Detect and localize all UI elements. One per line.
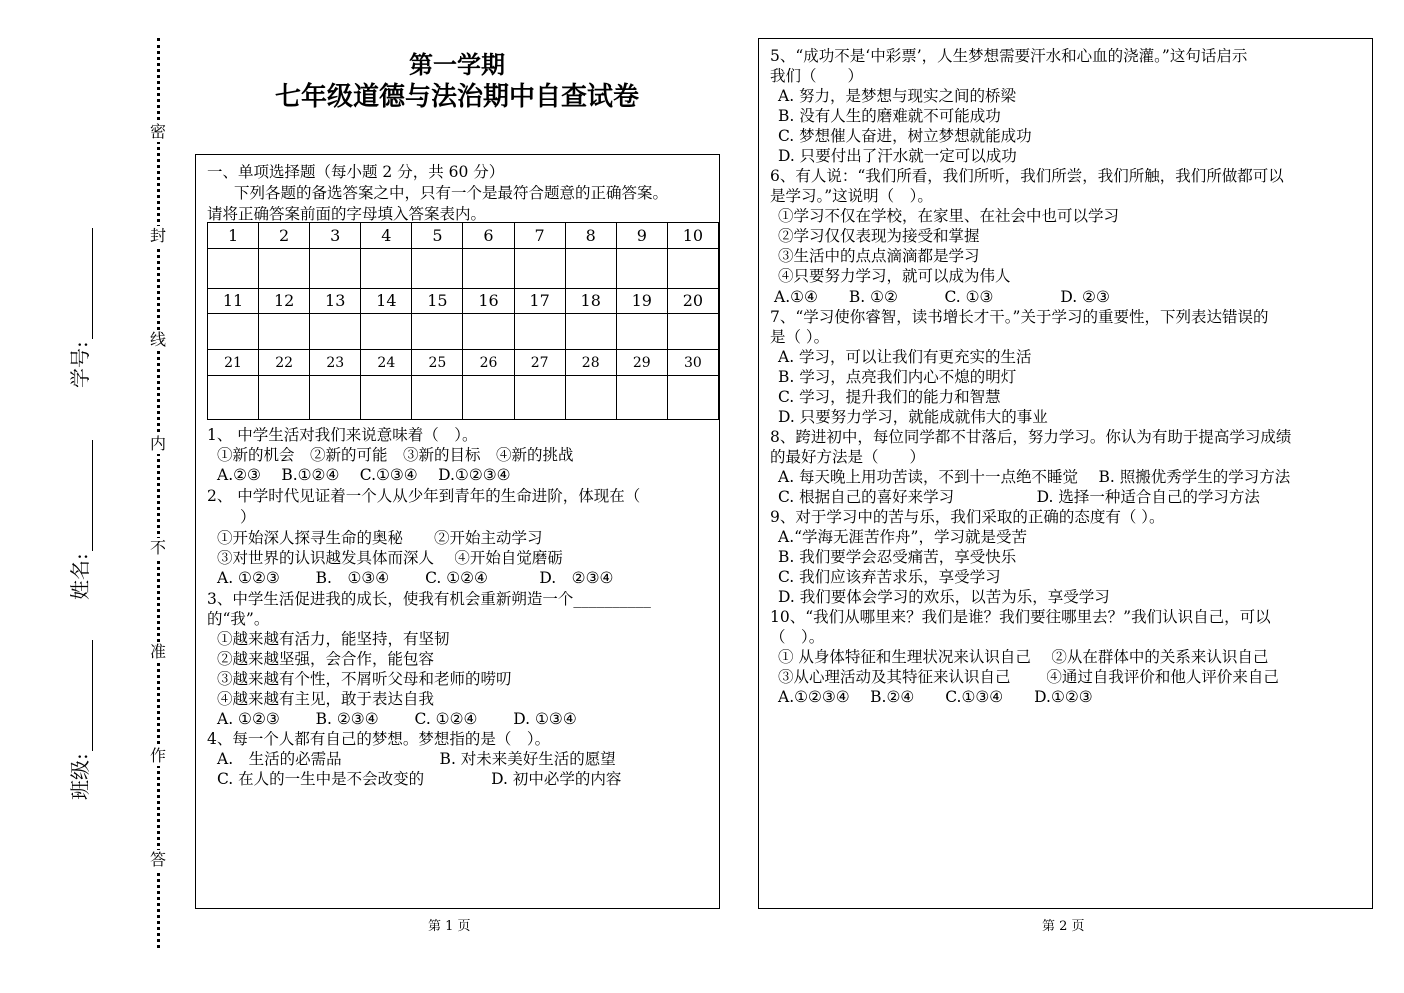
student-name-label: 姓名: (68, 553, 92, 600)
answer-cell[interactable] (412, 248, 463, 288)
section-instruction: 请将正确答案前面的字母填入答案表内。 (207, 205, 487, 223)
question-option: D. 只要努力学习，就能成就伟大的事业 (778, 408, 1048, 426)
question-option: C. 学习，提升我们的能力和智慧 (778, 388, 1001, 406)
grid-number: 14 (361, 288, 412, 314)
question-option: A.“学海无涯苦作舟”，学习就是受苦 (778, 528, 1027, 546)
answer-cell[interactable] (412, 314, 463, 350)
question-option: ④越来越有主见，敢于表达自我 (217, 690, 435, 708)
question-option: A. 学习，可以让我们有更充实的生活 (778, 348, 1032, 366)
answer-cell[interactable] (565, 314, 616, 350)
grid-number: 29 (616, 350, 667, 376)
answer-cell[interactable] (310, 248, 361, 288)
seal-char: 密 (149, 122, 166, 141)
grid-number: 27 (514, 350, 565, 376)
grid-number: 9 (616, 223, 667, 249)
seal-char: 线 (149, 330, 166, 349)
answer-cell[interactable] (616, 375, 667, 419)
question-option: C. 我们应该弃苦求乐，享受学习 (778, 568, 1001, 586)
page-number: 第 2 页 (1042, 919, 1085, 934)
answer-cell[interactable] (463, 375, 514, 419)
answer-cell[interactable] (514, 314, 565, 350)
question-text: 是（ ）。 (770, 328, 830, 346)
student-name-field[interactable] (60, 440, 120, 600)
answer-cell[interactable] (208, 248, 259, 288)
grid-number: 16 (463, 288, 514, 314)
question-option: ③对世界的认识越发具体而深人 ④开始自觉磨砺 (217, 549, 563, 567)
answer-cell[interactable] (616, 248, 667, 288)
answer-cell[interactable] (565, 375, 616, 419)
answer-cell[interactable] (412, 375, 463, 419)
answer-cell[interactable] (310, 375, 361, 419)
grid-number: 4 (361, 223, 412, 249)
grid-number: 26 (463, 350, 514, 376)
question-text: 10、“我们从哪里来？我们是谁？我们要往哪里去？”我们认识自己，可以 (770, 608, 1271, 626)
grid-number: 22 (259, 350, 310, 376)
grid-number: 30 (667, 350, 718, 376)
grid-number: 25 (412, 350, 463, 376)
grid-number: 6 (463, 223, 514, 249)
question-option: ②学习仅仅表现为接受和掌握 (778, 227, 980, 245)
grid-number: 13 (310, 288, 361, 314)
grid-number: 18 (565, 288, 616, 314)
question-text: 1、 中学生活对我们来说意味着（ ）。 (207, 426, 478, 444)
question-option: B. 学习，点亮我们内心不熄的明灯 (778, 368, 1017, 386)
question-text: 是学习。”这说明（ ）。 (770, 187, 933, 205)
grid-number: 28 (565, 350, 616, 376)
question-text: 2、 中学时代见证着一个人从少年到青年的生命进阶，体现在（ (207, 487, 641, 505)
question-option: ①新的机会 ②新的可能 ③新的目标 ④新的挑战 (217, 446, 574, 464)
answer-cell[interactable] (463, 314, 514, 350)
question-option: ④只要努力学习，就可以成为伟人 (778, 267, 1011, 285)
question-option: ②越来越坚强，会合作，能包容 (217, 650, 435, 668)
answer-cell[interactable] (361, 314, 412, 350)
question-choices: A. 生活的必需品 B. 对未来美好生活的愿望 (217, 750, 616, 768)
question-option: ①越来越有活力，能坚持，有坚韧 (217, 630, 450, 648)
page-number: 第 1 页 (428, 919, 471, 934)
question-option: D. 只要付出了汗水就一定可以成功 (778, 147, 1017, 165)
question-choices: A.②③ B.①②④ C.①③④ D.①②③④ (217, 466, 511, 484)
question-option: C. 梦想催人奋进，树立梦想就能成功 (778, 127, 1032, 145)
question-text: 7、“学习使你睿智，读书增长才干。”关于学习的重要性，下列表达错误的 (770, 308, 1269, 326)
grid-number: 17 (514, 288, 565, 314)
question-text: 9、对于学习中的苦与乐，我们采取的正确的态度有（ ）。 (770, 508, 1165, 526)
grid-number: 1 (208, 223, 259, 249)
answer-cell[interactable] (310, 314, 361, 350)
answer-cell[interactable] (514, 375, 565, 419)
seal-char: 不 (149, 538, 166, 557)
grid-number: 11 (208, 288, 259, 314)
question-choices: A. ①②③ B. ②③④ C. ①②④ D. ①③④ (217, 710, 577, 728)
question-option: ③生活中的点点滴滴都是学习 (778, 247, 980, 265)
section-instruction: 下列各题的备选答案之中，只有一个是最符合题意的正确答案。 (234, 184, 669, 202)
answer-cell[interactable] (463, 248, 514, 288)
question-choices: A.①②③④ B.②④ C.①③④ D.①②③ (778, 688, 1093, 706)
question-text: 我们（ ） (770, 67, 864, 85)
answer-cell[interactable] (616, 314, 667, 350)
question-option: B. 没有人生的磨难就不可能成功 (778, 107, 1001, 125)
grid-number: 15 (412, 288, 463, 314)
question-text: 5、“成功不是‘中彩票’，人生梦想需要汗水和心血的浇灌。”这句话启示 (770, 47, 1248, 65)
answer-cell[interactable] (514, 248, 565, 288)
question-choices: A.①④ B. ①② C. ①③ D. ②③ (774, 288, 1110, 306)
seal-char: 内 (149, 434, 166, 453)
question-choices: C. 在人的一生中是不会改变的 D. 初中必学的内容 (217, 770, 622, 788)
section-heading: 一、单项选择题（每小题 2 分，共 60 分） (207, 163, 505, 181)
answer-cell[interactable] (667, 314, 718, 350)
answer-cell[interactable] (259, 248, 310, 288)
question-option: ③越来越有个性，不屑听父母和老师的唠叨 (217, 670, 512, 688)
question-choices: A. 每天晚上用功苦读，不到十一点绝不睡觉 B. 照搬优秀学生的学习方法 (778, 468, 1291, 486)
question-option: ①开始深人探寻生命的奥秘 ②开始主动学习 (217, 529, 543, 547)
question-text: 的最好方法是（ ） (770, 448, 926, 466)
student-class-label: 班级: (68, 753, 92, 800)
student-name-underline[interactable] (68, 440, 93, 551)
answer-cell[interactable] (667, 248, 718, 288)
grid-number: 19 (616, 288, 667, 314)
answer-cell[interactable] (259, 375, 310, 419)
grid-number: 8 (565, 223, 616, 249)
grid-number: 7 (514, 223, 565, 249)
question-option: ③从心理活动及其特征来认识自己 ④通过自我评价和他人评价来自己 (778, 668, 1279, 686)
seal-char: 准 (149, 642, 166, 661)
answer-cell[interactable] (208, 375, 259, 419)
answer-grid (207, 222, 719, 420)
exam-title: 七年级道德与法治期中自查试卷 (274, 82, 639, 112)
student-id-underline[interactable] (68, 228, 93, 339)
seal-char: 封 (149, 226, 166, 245)
answer-cell[interactable] (208, 314, 259, 350)
question-text: 的“我”。 (207, 610, 270, 628)
question-text: ） (240, 508, 256, 526)
question-text: 8、跨进初中，每位同学都不甘落后，努力学习。你认为有助于提高学习成绩 (770, 428, 1292, 446)
question-option: ① 从身体特征和生理状况来认识自己 ②从在群体中的关系来认识自己 (778, 648, 1269, 666)
answer-cell[interactable] (259, 314, 310, 350)
grid-number: 5 (412, 223, 463, 249)
grid-number: 12 (259, 288, 310, 314)
grid-number: 23 (310, 350, 361, 376)
question-choices: C. 根据自己的喜好来学习 D. 选择一种适合自己的学习方法 (778, 488, 1260, 506)
question-text: 3、中学生活促进我的成长，使我有机会重新朔造一个__________ (207, 590, 651, 608)
question-option: B. 我们要学会忍受痛苦，享受快乐 (778, 548, 1017, 566)
student-id-label: 学号: (68, 341, 92, 388)
grid-number: 2 (259, 223, 310, 249)
student-id-field[interactable] (60, 228, 120, 388)
question-option: A. 努力，是梦想与现实之间的桥梁 (778, 87, 1017, 105)
question-option: ①学习不仅在学校，在家里、在社会中也可以学习 (778, 207, 1120, 225)
answer-cell[interactable] (361, 375, 412, 419)
grid-number: 21 (208, 350, 259, 376)
answer-cell[interactable] (565, 248, 616, 288)
question-text: 4、每一个人都有自己的梦想。梦想指的是（ ）。 (207, 730, 551, 748)
question-choices: A. ①②③ B. ①③④ C. ①②④ D. ②③④ (217, 569, 614, 587)
answer-cell[interactable] (667, 375, 718, 419)
binding-dotted-line (157, 38, 160, 948)
grid-number: 3 (310, 223, 361, 249)
grid-number: 24 (361, 350, 412, 376)
student-class-field[interactable] (60, 640, 120, 800)
grid-number: 20 (667, 288, 718, 314)
grid-number: 10 (667, 223, 718, 249)
question-option: D. 我们要体会学习的欢乐，以苦为乐，享受学习 (778, 588, 1110, 606)
seal-char: 作 (149, 746, 166, 765)
student-class-underline[interactable] (68, 640, 93, 751)
question-text: 6、有人说：“我们所看，我们所听，我们所尝，我们所触，我们所做都可以 (770, 167, 1284, 185)
exam-term-title: 第一学期 (409, 50, 505, 79)
question-text: （ ）。 (770, 628, 825, 646)
answer-cell[interactable] (361, 248, 412, 288)
seal-char: 答 (149, 850, 166, 869)
